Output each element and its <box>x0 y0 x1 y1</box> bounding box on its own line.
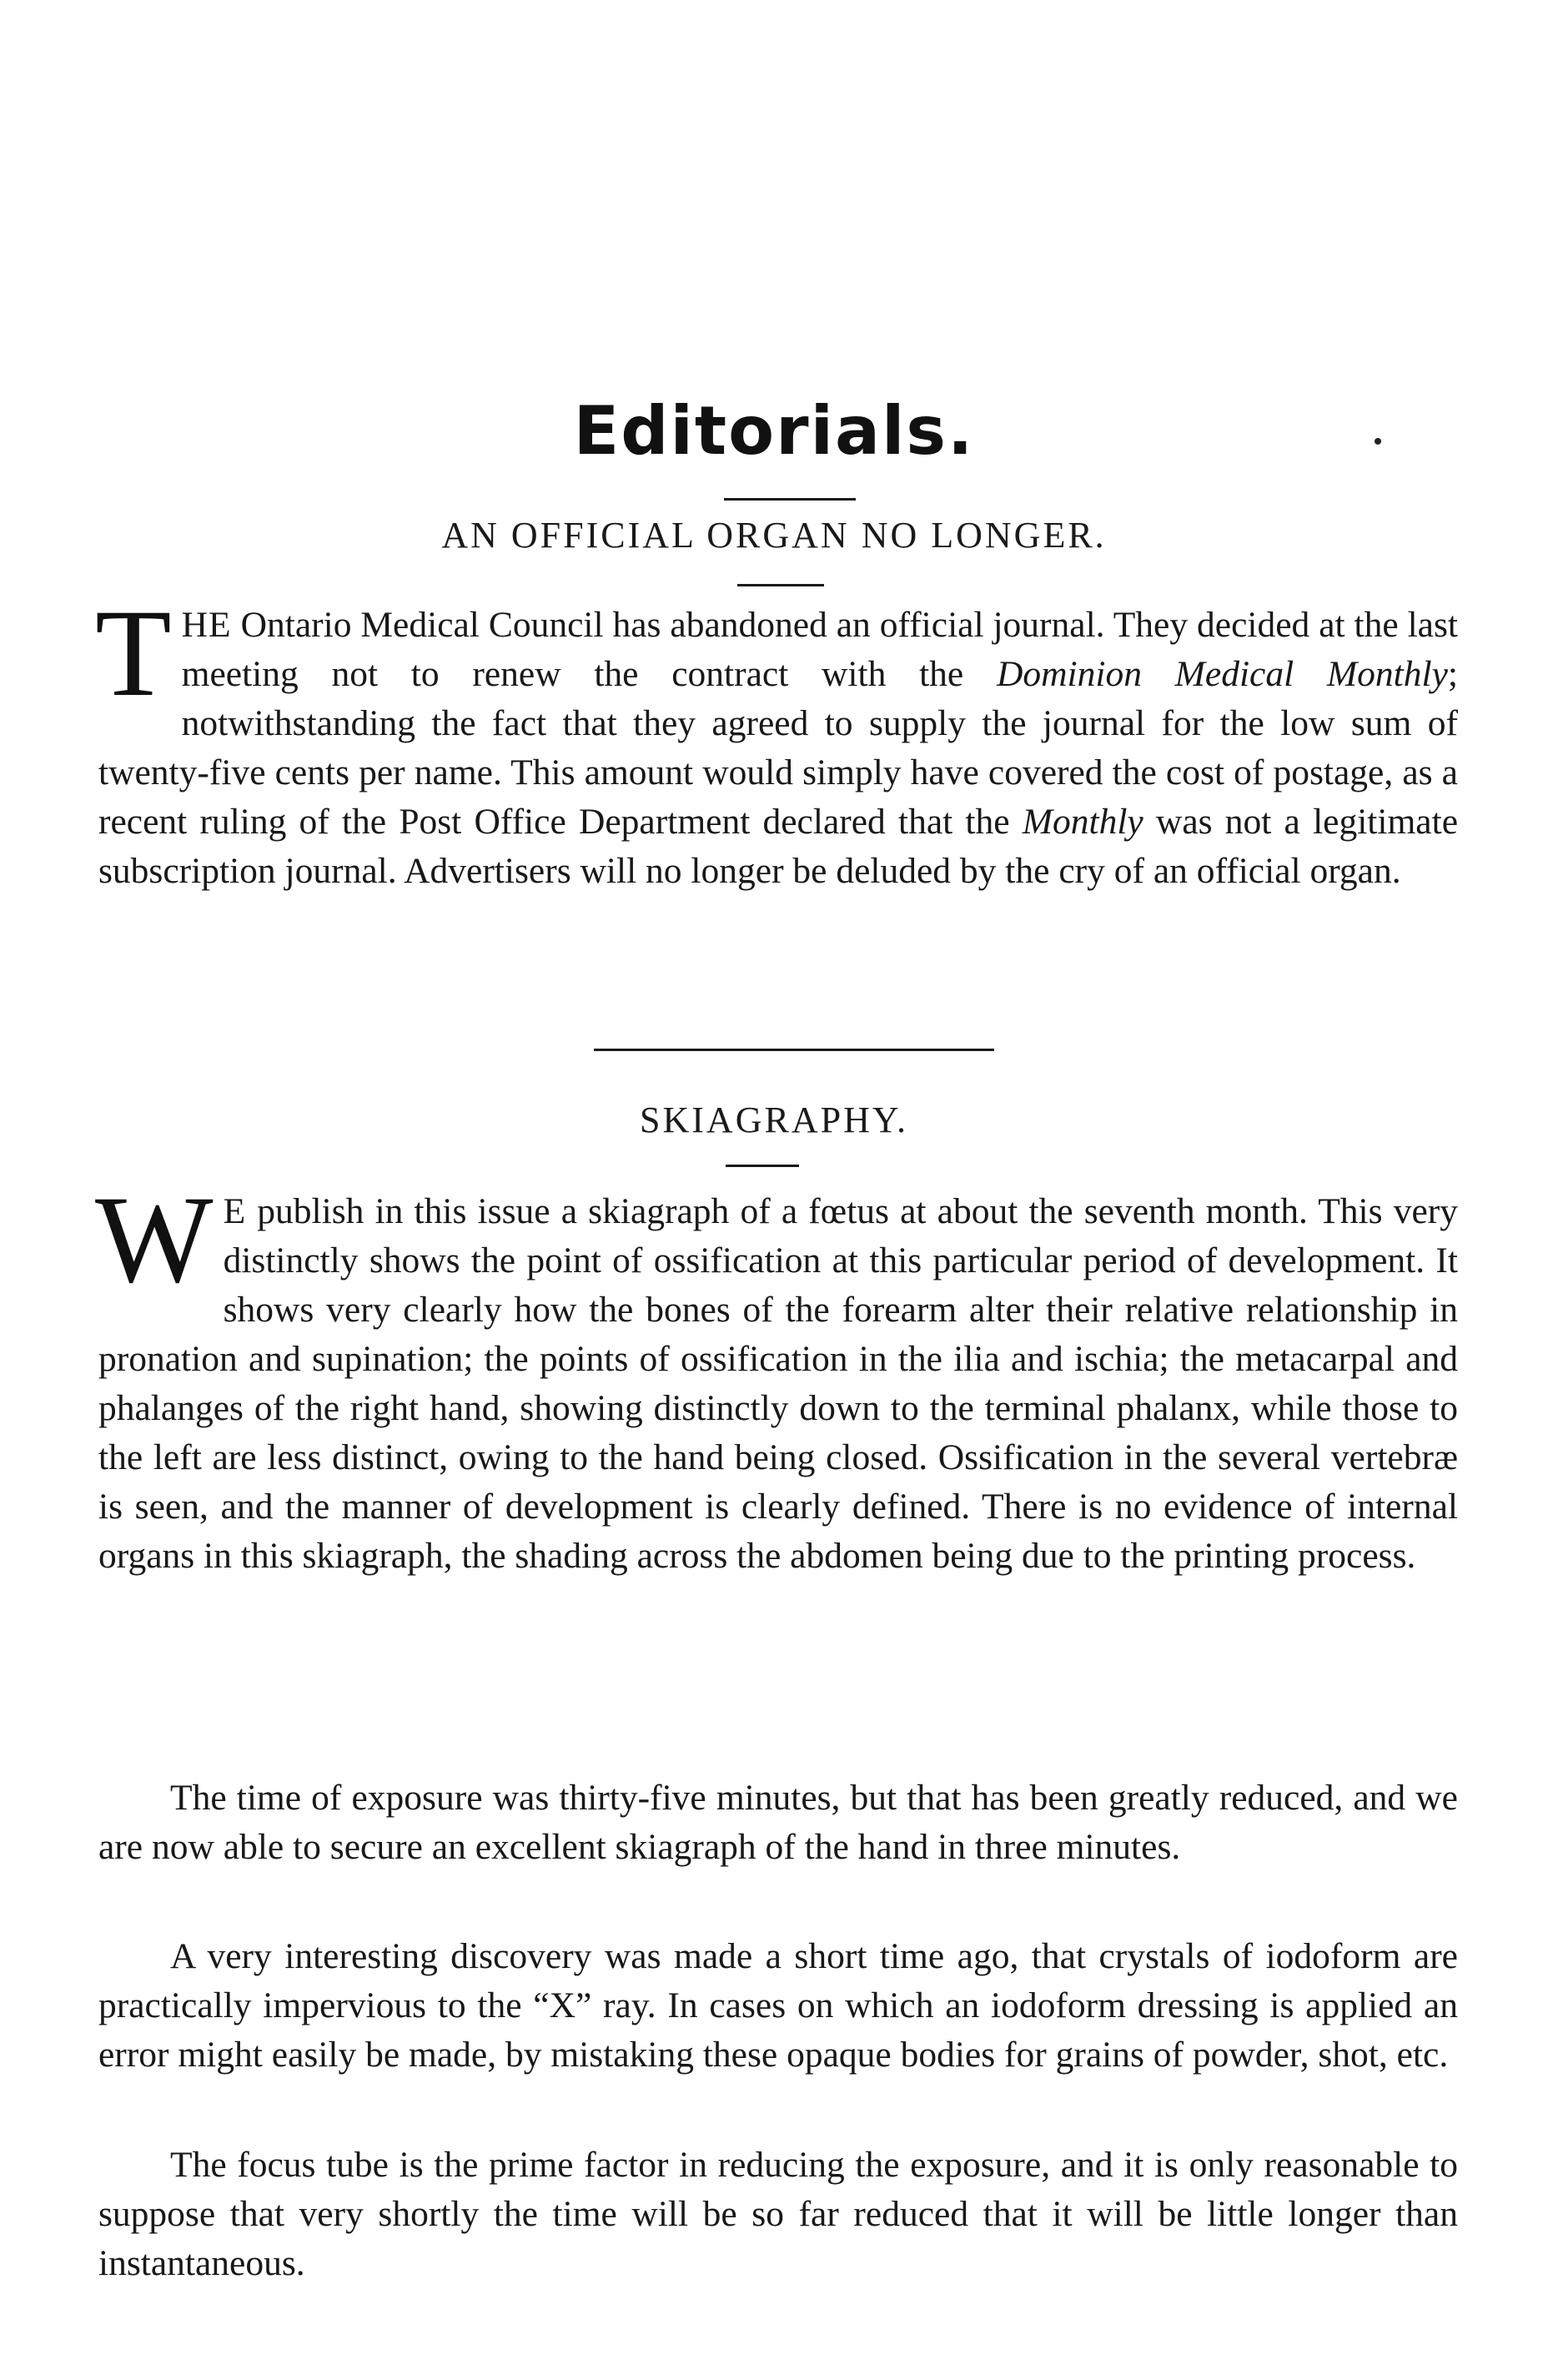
lead-word: HE <box>181 605 232 645</box>
paragraph-text: publish in this issue a skiagraph of a fœtus at about the seventh month. This very distinctly shows the point of ossification at this particular period of development. It shows very clearly how the bones of the forearm alter their relative relationship in pronation and supination; the points of ossification in the ilia and ischia; the metacarpal and phalanges of the right hand, showing distinctly down to the terminal phalanx, while those to the left are less distinct, owing to the hand being closed. Ossification in the several vertebræ is seen, and the manner of development is clearly defined. There is no evidence of internal organs in this skiagraph, the shading across the abdomen being due to the printing process. <box>98 1191 1458 1576</box>
drop-cap: W <box>95 1170 214 1309</box>
drop-cap: T <box>95 584 172 722</box>
stray-mark <box>1375 438 1381 445</box>
paragraph-text: was not a legitimate subscription journal. Advertisers will no longer be deluded by the cry of an official organ. <box>98 802 1458 891</box>
paragraph-skiagraphy <box>95 1170 1458 1581</box>
section-heading-official-organ: AN OFFICIAL ORGAN NO LONGER. <box>441 515 1107 556</box>
lead-word: E <box>223 1191 247 1231</box>
heading-rule <box>726 1165 799 1167</box>
section-heading-skiagraphy: SKIAGRAPHY. <box>640 1099 908 1140</box>
paragraph-focus-tube: The focus tube is the prime factor in reducing the exposure, and it is only reasonable to suppose that very shortly the time will be so far reduced that it will be little longer than instantaneous. <box>98 2145 1458 2283</box>
paragraph-official-organ <box>95 584 1458 896</box>
paragraph-text: ; notwithstanding the fact that they agreed to supply the journal for the low sum of twenty-five cents per name. This amount would simply have covered the cost of postage, as a recent ruling of the Post Office Department declared that the <box>98 654 1458 842</box>
journal-short-title: Monthly <box>1022 802 1143 842</box>
paragraph-iodoform: A very interesting discovery was made a short time ago, that crystals of iodoform are practically impervious to the “X” ray. In cases on which an iodoform dressing is applied an error might easily be made, by mistaking these opaque bodies for grains of powder, shot, etc. <box>98 1936 1458 2075</box>
paragraph-exposure: The time of exposure was thirty-five minutes, but that has been greatly reduced, and we are now able to secure an excellent skiagraph of the hand in three minutes. <box>98 1778 1458 1867</box>
paragraph-text: Ontario Medical Council has abandoned an official journal. They decided at the last meeting not to renew the contract with the <box>181 605 1458 694</box>
section-divider <box>594 1049 994 1051</box>
title-rule <box>724 498 856 501</box>
journal-title: Dominion Medical Monthly <box>996 654 1448 694</box>
masthead-title: Editorials. <box>573 392 975 470</box>
heading-rule <box>737 584 824 586</box>
